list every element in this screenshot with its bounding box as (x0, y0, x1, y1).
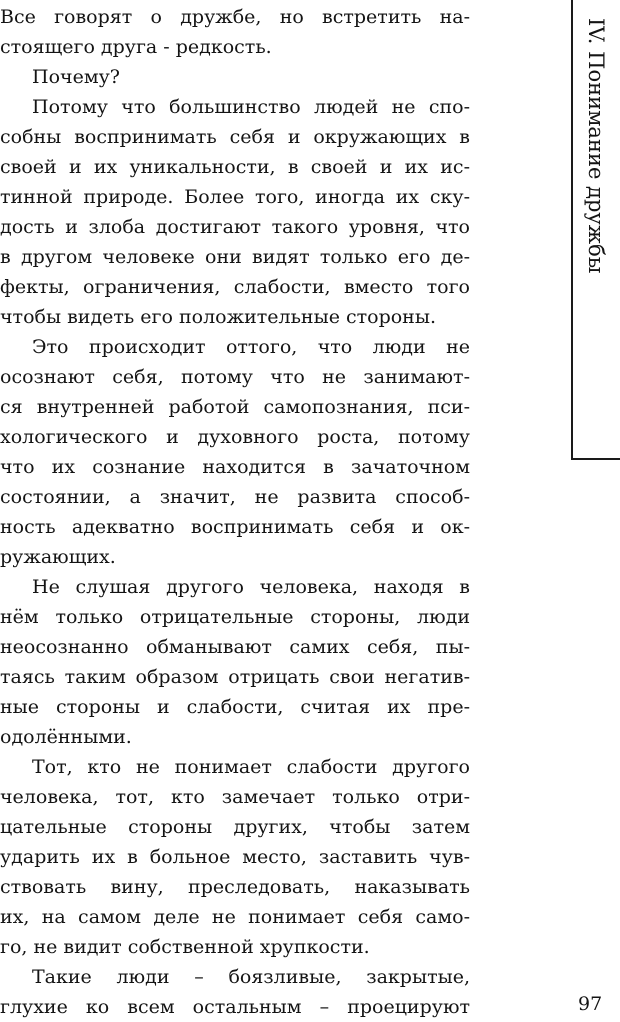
text-line: глухие ко всем остальным – проецируют (0, 996, 470, 1018)
text-line: чтобы видеть его положительные стороны. (0, 306, 436, 328)
text-line: ударить их в больное место, заставить чув- (0, 846, 470, 868)
text-line: Не слушая другого человека, находя в (32, 576, 470, 598)
text-line: своей и их уникальности, в своей и их ис- (0, 156, 470, 178)
text-line: человека, тот, кто замечает только отри- (0, 786, 470, 808)
text-line: состоянии, а значит, не развита способ- (0, 486, 470, 508)
text-line: Потому что большинство людей не спо- (32, 96, 470, 118)
text-line: го, не видит собственной хрупкости. (0, 936, 370, 958)
text-line: таясь таким образом отрицать свои негатив- (0, 666, 470, 688)
text-line: ные стороны и слабости, считая их пре- (0, 696, 470, 718)
text-line: хологического и духовного роста, потому (0, 426, 470, 448)
text-line: ность адекватно воспринимать себя и ок- (0, 516, 470, 538)
running-head-tab (571, 0, 620, 460)
running-head-title: IV. Понимание дружбы (584, 18, 608, 274)
text-line: собны воспринимать себя и окружающих в (0, 126, 470, 148)
text-line: осознают себя, потому что не занимают- (0, 366, 470, 388)
text-line: Тот, кто не понимает слабости другого (32, 756, 470, 778)
text-line: Все говорят о дружбе, но встретить на- (0, 6, 470, 28)
text-line: тинной природе. Более того, иногда их ску- (0, 186, 470, 208)
text-line: дость и злоба достигают такого уровня, что (0, 216, 470, 238)
text-line: ся внутренней работой самопознания, пси- (0, 396, 470, 418)
text-line: нём только отрицательные стороны, люди (0, 606, 470, 628)
text-line: стоящего друга - редкость. (0, 36, 272, 58)
text-line: в другом человеке они видят только его де- (0, 246, 470, 268)
text-line: ружающих. (0, 546, 116, 568)
text-line: Почему? (32, 66, 120, 88)
text-line: одолёнными. (0, 726, 132, 748)
text-line: Это происходит оттого, что люди не (32, 336, 470, 358)
text-line: фекты, ограничения, слабости, вместо того (0, 276, 470, 298)
text-line: неосознанно обманывают самих себя, пы- (0, 636, 470, 658)
text-line: ствовать вину, преследовать, наказывать (0, 876, 470, 898)
text-line: Такие люди – боязливые, закрытые, (32, 966, 470, 988)
text-line: цательные стороны других, чтобы затем (0, 816, 470, 838)
text-line: их, на самом деле не понимает себя само- (0, 906, 470, 928)
page-number: 97 (578, 993, 603, 1015)
text-line: что их сознание находится в зачаточном (0, 456, 470, 478)
